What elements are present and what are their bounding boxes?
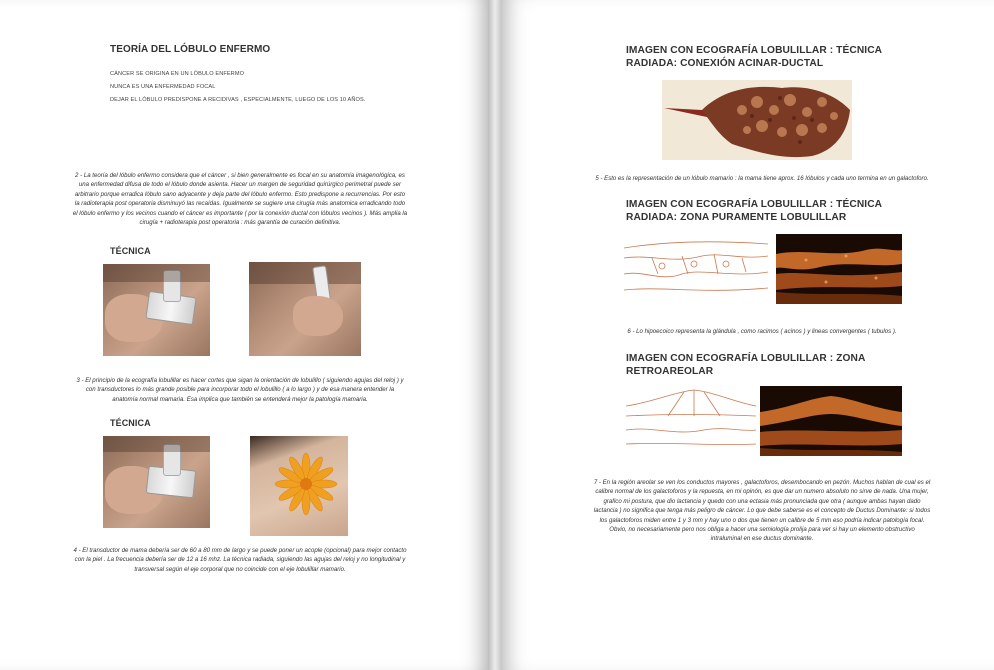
bullet-1: CÁNCER SE ORIGINA EN UN LÓBULO ENFERMO <box>110 71 245 77</box>
page-title: TEORÍA DEL LÓBULO ENFERMO <box>110 44 271 55</box>
tecnica-heading-1: TÉCNICA <box>110 246 151 256</box>
caption-7: 7 - En la región areolar se ven los conductos mayores , galactoforos, desembocando en pezón. Muchos hablan de cual es el calibre normal de los galactoforos y la repuesta, en mi opinón, es que dar un numero absoluto no sirve de nada. Una mujer, grafico mi postura, que dio lactancia y quedo con una ectasia más pronunciada que otra ( aunque ambas hayan dado lactancia ) no significa que tenga más peligro de cáncer. Lo que debe saberse es el concepto de Ductus Dominante: si todos los galactoforos miden entre 1 y 3 mm y hay uno o dos que tienen un calibre de 5 mm eso podría indicar patología focal. Obvio, no necesariamente pero nos obliga a hacer una semiología prolija para ver si hay un elemento obstructivo intraluminal en ese ductus dominante. <box>593 479 931 543</box>
flower-diagram-photo <box>250 436 348 536</box>
retroareolar-sketch <box>624 386 758 456</box>
technique-photo-3 <box>103 436 210 528</box>
right-page <box>502 0 994 670</box>
bullet-3: DEJAR EL LÓBULO PREDISPONE A RECIDIVAS , ESPECIALMENTE, LUEGO DE LOS 10 AÑOS. <box>110 97 366 103</box>
caption-5: 5 - Esto es la representación de un lóbulo mamario : la mama tiene aprox. 16 lóbulos y cada uno termina en un galactoforo. <box>595 175 929 182</box>
section-title-2: IMAGEN CON ECOGRAFÍA LOBULILLAR : TÉCNICA RADIADA: ZONA PURAMENTE LOBULILLAR <box>626 199 883 223</box>
technique-photo-2 <box>249 262 361 356</box>
ultrasound-image-retroareolar <box>760 386 902 456</box>
flower-icon <box>250 436 348 536</box>
left-page <box>0 0 488 670</box>
caption-3: 3 - El principio de la ecografía lobulillar es hacer cortes que sigan la orientación de lobulillo ( siguiendo agujas del reloj ) y con transductores lo más grande posible para incorporar todo el lobulillo ( a lo largo ) y de esa manera entender la anatomía normal mamaria. Esa implica que también se entenderá mejor la patología mamaria. <box>76 377 404 403</box>
section-title-1: IMAGEN CON ECOGRAFÍA LOBULILLAR : TÉCNICA RADIADA: CONEXIÓN ACINAR-DUCTAL <box>626 45 883 69</box>
bullet-2: NUNCA ES UNA ENFERMEDAD FOCAL <box>110 84 216 90</box>
ultrasound-image-lobular <box>776 234 902 304</box>
book-gutter <box>488 0 502 670</box>
lobule-illustration <box>662 80 852 160</box>
section-title-3: IMAGEN CON ECOGRAFÍA LOBULILLAR : ZONA RETROAREOLAR <box>626 353 866 377</box>
caption-6: 6 - Lo hipoecoico representa la glándula , como racimos ( acinos ) y lineas convergentes ( tubulos ). <box>627 328 897 335</box>
caption-4: 4 - El transductor de mama debería ser de 60 a 80 mm de largo y se puede poner un acople (opcional) para mejor contacto con la piel . La frecuencia debería ser de 12 a 16 mhz. La técnica radiada, siguiendo las agujas del reloj y no longitudinal y transversal según el eje corporal que no coincide con el eje lobulillar mamario. <box>73 547 407 573</box>
caption-2: 2 - La teoría del lóbulo enfermo considera que el cáncer , si bien generalmente es focal en su anatomía imagenológica, es una enfermedad difusa de todo el lóbulo donde asienta. Hacer un margen de seguridad quirúrgico perimetral puede ser arbitrario porque erradica lóbulo sano adyacente y deja parte del lóbulo enfermo. Esto predispone a recurrencias. Por esto la radioterapia post operatoria disminuyó las recaídas. Igualmente se sugiere una cirugía más anatomica erradicando todo el lóbulo enfermo y los vecinos cuando el cáncer es importante ( por la conexión ductal con lóbulos vecinos ). Más amplia la cirugía + radioterapia post operatoria : más garantía de curación definitiva. <box>72 172 408 227</box>
technique-photo-1 <box>103 264 210 356</box>
tecnica-heading-2: TÉCNICA <box>110 418 151 428</box>
lobular-zone-sketch <box>622 234 770 304</box>
